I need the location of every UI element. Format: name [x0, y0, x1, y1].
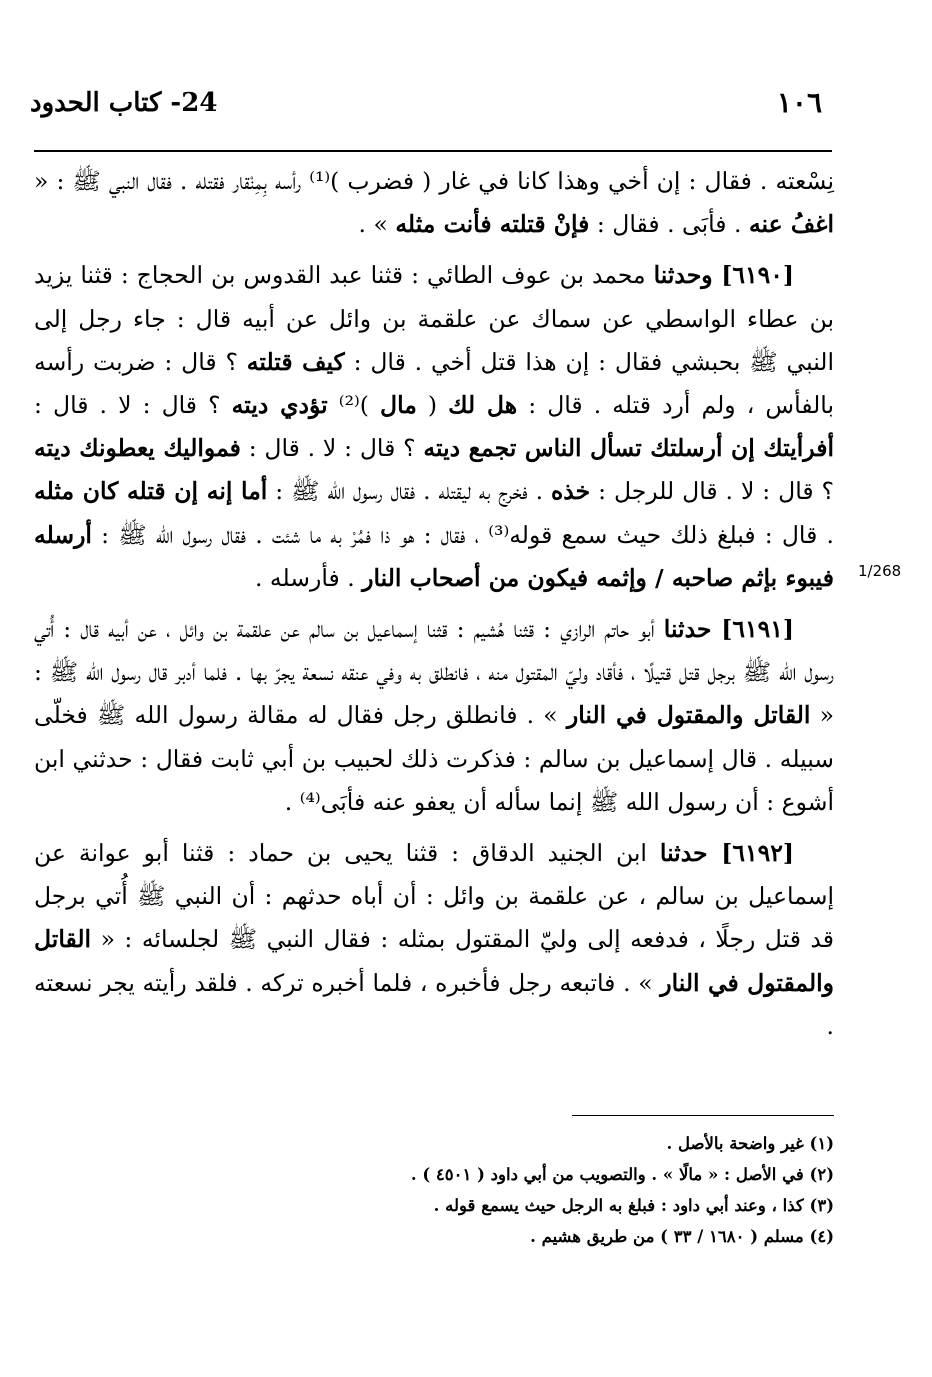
bold-text-segment: وحدثنا	[653, 261, 713, 290]
bold-text-segment: أما إنه إن قتله كان مثله	[34, 477, 268, 506]
bold-text-segment: [٦١٩١]	[711, 615, 794, 644]
bold-text-segment: فإنْ قتلته فأنت مثله	[395, 210, 590, 239]
text-segment: . فأرسله .	[254, 563, 363, 592]
text-segment: (	[416, 391, 449, 420]
bold-text-segment: القاتل والمقتول في النار	[566, 701, 811, 730]
bold-text-segment: كيف قتلته	[246, 347, 345, 376]
bold-text-segment: حدثنا	[663, 615, 712, 644]
text-segment: ؟ قال : لا . قال :	[34, 391, 232, 420]
text-segment: » . فانطلق رجل فقال له مقالة رسول الله ﷺ فخلّى سبيله . قال إسماعيل بن سالم : فذكرت ذلك لحبيب بن أبي ثابت فقال : حدثني ابن أشوع : أن رسول الله ﷺ إنما سأله أن يعفو عنه فأبَى⁽⁴⁾ .	[34, 701, 834, 816]
text-segment: » .	[358, 210, 396, 239]
footnote-divider	[572, 1115, 834, 1116]
paragraph-continuation	[34, 160, 834, 246]
footnote-2: (٢) في الأصل : « مالًا » . والتصويب من أبي داود ( ٤٥٠١ ) .	[410, 1165, 834, 1184]
hadith-6192	[34, 832, 834, 1048]
page-header	[30, 78, 822, 128]
text-segment: ؟ قال : لا . قال للرجل :	[590, 477, 835, 506]
main-text	[34, 160, 834, 1056]
margin-manuscript-ref: 1/268	[858, 562, 902, 580]
bold-text-segment: القاتل والمقتول في النار	[34, 925, 834, 997]
bold-text-segment: فمواليك يعطونك ديته	[34, 434, 241, 463]
text-segment: نِسْعته . فقال : إن أخي وهذا كانا في غار ( فضرب )⁽¹⁾ رأسه بِمِنْقار فقتله . فقال النبي ﷺ : «	[34, 167, 834, 195]
header-divider	[34, 150, 832, 152]
bold-text-segment: خذه	[551, 477, 591, 506]
text-segment: ابن الجنيد الدقاق : قثنا يحيى بن حماد : قثنا أبو عوانة عن إسماعيل بن سالم ، عن علقمة بن وائل : أن أباه حدثهم : أن النبي ﷺ أُتي برجل قد قتل رجلًا ، فدفعه إلى وليّ المقتول بمثله : فقال النبي ﷺ لجلسائه : «	[34, 839, 834, 954]
bold-text-segment: مال	[380, 391, 417, 420]
bold-text-segment: هل لك	[448, 391, 518, 420]
text-segment: . قال : فبلغ ذلك حيث سمع قوله⁽³⁾ ، فقال : هو ذا فمُرْ به ما شئت . فقال رسول الله ﷺ :	[91, 520, 834, 549]
chapter-title: 24- كتاب الحدود	[30, 88, 218, 118]
bold-text-segment: [٦١٩٠]	[712, 261, 794, 290]
bold-text-segment: أرسله فيبوء بإثم صاحبه / وإثمه فيكون من أصحاب النار	[34, 520, 834, 592]
text-segment: محمد بن عوف الطائي : قثنا عبد القدوس بن الحجاج : قثنا يزيد بن عطاء الواسطي عن سماك عن علقمة بن وائل عن أبيه قال : جاء رجل إلى النبي ﷺ بحبشي فقال : إن هذا قتل أخي . قال :	[34, 261, 834, 376]
footnote-3: (٣) كذا ، وعند أبي داود : فبلغ به الرجل حيث يسمع قوله .	[433, 1196, 834, 1215]
bold-text-segment: تؤدي ديته	[231, 391, 328, 420]
text-segment: )⁽²⁾	[327, 391, 381, 420]
footnote-4: (٤) مسلم ( ١٦٨٠ / ٣٣ ) من طريق هشيم .	[530, 1227, 834, 1246]
text-segment: ؟ قال : ضربت رأسه بالفأس ، ولم أرد قتله . قال :	[34, 347, 834, 420]
bold-text-segment: أفرأيتك إن أرسلتك تسأل الناس تجمع ديته	[423, 434, 834, 463]
hadith-6190	[34, 254, 834, 600]
footnotes	[300, 1128, 834, 1252]
bold-text-segment: حدثنا	[659, 839, 708, 868]
text-segment: » . فاتبعه رجل فأخبره ، فلما أخبره تركه . فلقد رأيته يجر نسعته .	[34, 968, 834, 1040]
text-segment: . فخرج به ليقتله . فقال رسول الله ﷺ :	[267, 477, 551, 506]
footnote-1: (١) غير واضحة بالأصل .	[666, 1134, 834, 1153]
page-number: ١٠٦	[776, 86, 822, 119]
hadith-6191	[34, 608, 834, 824]
text-segment: . فأبَى . فقال :	[589, 210, 749, 239]
bold-text-segment: [٦١٩٢]	[707, 839, 794, 868]
text-segment: ؟ قال : لا . قال :	[240, 434, 424, 463]
text-segment: أبو حاتم الرازي : قثنا هُشيم : قثنا إسماعيل بن سالم عن علقمة بن وائل ، عن أبيه قال : أُتي رسول الله ﷺ برجل قتل قتيلًا ، فأقاد وليّ المقتول منه ، فانطلق به وفي عنقه نسعة يجرّ بها . فلما أدبر قال رسول الله ﷺ : «	[34, 615, 834, 730]
bold-text-segment: اغفُ عنه	[748, 210, 834, 239]
